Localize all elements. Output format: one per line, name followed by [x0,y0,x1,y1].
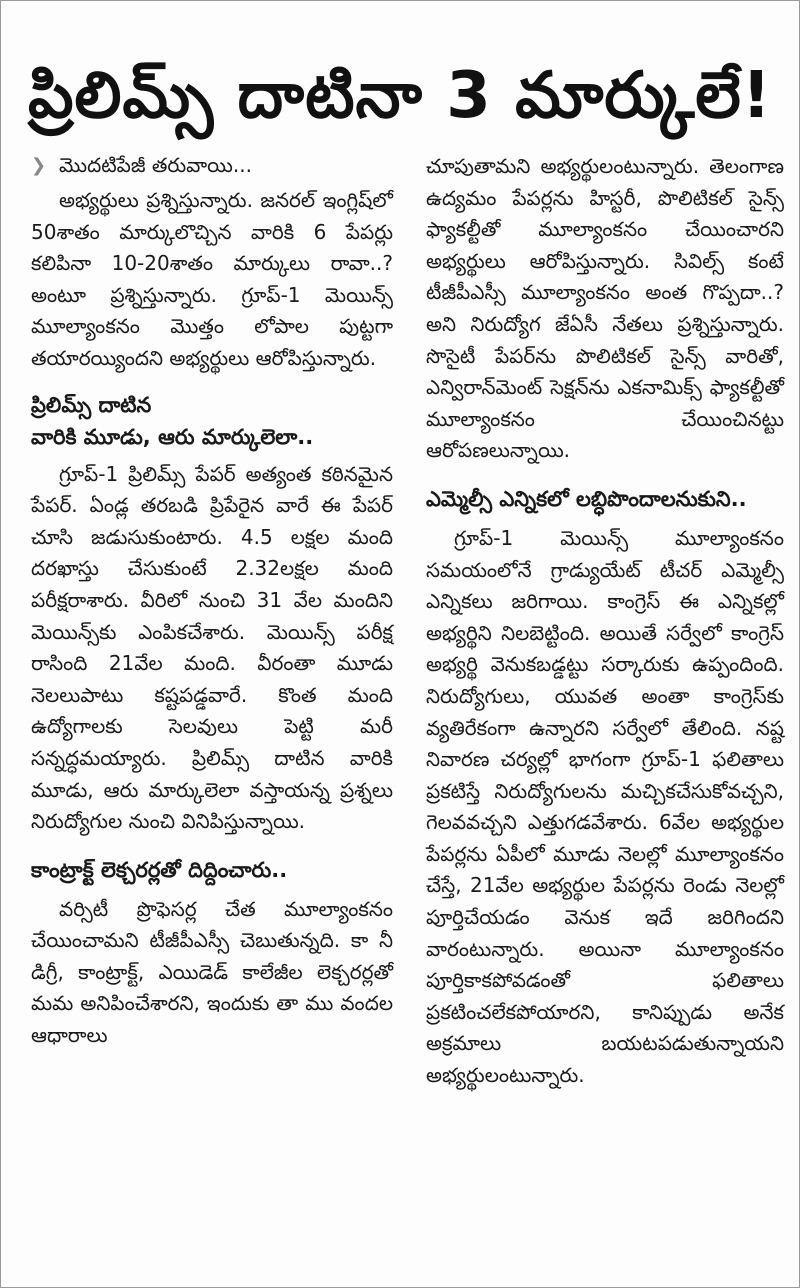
right-column [426,151,784,1092]
subheading-contract-lecturers: కాంట్రాక్ట్ లెక్చరర్లతో దిద్దించారు.. [31,857,288,882]
continuation-kicker [31,151,393,181]
paragraph: వర్సిటీ ప్రొఫెసర్ల చేత మూల్యాంకనం చేయించామని టీజీపీఎస్సీ చెబుతున్నది. కా నీ డిగ్రీ, కాంట్రాక్ట్, ఎయిడెడ్ కాలేజీల లెక్చరర్లతో మమ అనిపించేశారని, ఇందుకు తా ము వందల ఆధారాలు [31,896,393,1048]
subheading-mlc-election: ఎమ్మెల్సీ ఎన్నికలో లబ్ధిపొందాలనుకుని.. [426,486,747,511]
kicker-text: మొదటిపేజీ తరువాయి... [59,153,252,178]
left-column [31,151,393,1052]
subheading-line-1: ప్రిలిమ్స్ దాటిన [31,392,152,417]
paragraph: అభ్యర్థులు ప్రశ్నిస్తున్నారు. జనరల్ ఇంగ్లిష్‌లో 50శాతం మార్కులొచ్చిన వారికి 6 పేపర్లు కలిపినా 10-20శాతం మార్కులు రావా..? అంటూ ప్రశ్నిస్తున్నారు. గ్రూప్-1 మెయిన్స్ మూల్యాంకనం మొత్తం లోపాల పుట్టగా తయారయ్యిందని అభ్యర్థులు ఆరోపిస్తున్నారు. [31,188,393,370]
paragraph: గ్రూప్-1 మెయిన్స్ మూల్యాంకనం సమయంలోనే గ్రాడ్యుయేట్ టీచర్ ఎమ్మెల్సీ ఎన్నికలు జరిగాయి. కాంగ్రెస్ ఈ ఎన్నికల్లో అభ్యర్థిని నిలబెట్టింది. అయితే సర్వేలో కాంగ్రెస్ అభ్యర్థి వెనుకబడ్డట్టు సర్కారుకు ఉప్పందింది. నిరుద్యోగులు, యువత అంతా కాంగ్రెస్‌కు వ్యతిరేకంగా ఉన్నారని సర్వేలో తేలింది. నష్ట నివారణ చర్యల్లో భాగంగా గ్రూప్-1 ఫలితాలు ప్రకటిస్తే నిరుద్యోగులను మచ్చికచేసుకోవచ్చని, గెలవవచ్చని ఎత్తుగడవేశారు. 6వేల అభ్యర్థుల పేపర్లను ఏపీలో మూడు నెలల్లో మూల్యాంకనం చేస్తే, 21వేల అభ్యర్థుల పేపర్లను రెండు నెలల్లో పూర్తిచేయడం వెనుక ఇదే జరిగిందని వారంటున్నారు. అయినా మూల్యాంకనం పూర్తికాకపోవడంతో ఫలితాలు ప్రకటించలేకపోయారని, కానిప్పుడు అనేక అక్రమాలు బయటపడుతున్నాయని అభ్యర్థులంటున్నారు. [426,525,784,1088]
chevron-right-icon: ❯ [31,155,47,177]
paragraph: గ్రూప్-1 ప్రిలిమ్స్ పేపర్ అత్యంత కఠినమైన పేపర్. ఏండ్ల తరబడి ప్రిపేరైన వారే ఈ పేపర్ చూసి జడుసుకుంటారు. 4.5 లక్షల మంది దరఖాస్తు చేసుకుంటే 2.32లక్షల మంది పరీక్షరాశారు. వీరిలో నుంచి 31 వేల మందిని మెయిన్స్‌కు ఎంపికచేశారు. మెయిన్స్ పరీక్ష రాసింది 21వేల మంది. వీరంతా మూడు నెలలుపాటు కష్టపడ్డవారే. కొంత మంది ఉద్యోగాలకు సెలవులు పెట్టి మరీ సన్నద్ధమయ్యారు. ప్రిలిమ్స్ దాటిన వారికి మూడు, ఆరు మార్కులెలా వస్తాయన్న ప్రశ్నలు నిరుద్యోగుల నుంచి వినిపిస్తున్నాయి. [31,461,393,834]
paragraph: చూపుతామని అభ్యర్థులంటున్నారు. తెలంగాణ ఉద్యమం పేపర్లను హిస్టరీ, పొలిటికల్ సైన్స్ ఫ్యాకల్టీతో మూల్యాంకనం చేయించారని అభ్యర్థులు ఆరోపిస్తున్నారు. సివిల్స్ కంటే టీజీపీఎస్సీ మూల్యాంకనం అంత గొప్పదా..? అని నిరుద్యోగ జేఏసీ నేతలు ప్రశ్నిస్తున్నారు. సొసైటీ పేపర్‌ను పొలిటికల్ సైన్స్ వారితో, ఎన్విరాన్‌మెంట్ సెక్షన్‌ను ఎకనామిక్స్ ఫ్యాకల్టీతో మూల్యాంకనం చేయించినట్టు ఆరోపణలున్నాయి. [426,154,784,463]
subheading-line-2: వారికి మూడు, ఆరు మార్కులెలా.. [31,424,314,449]
headline: ప్రిలిమ్స్ దాటినా 3 మార్కులే! [27,59,772,133]
subheading-prelims [31,389,393,453]
